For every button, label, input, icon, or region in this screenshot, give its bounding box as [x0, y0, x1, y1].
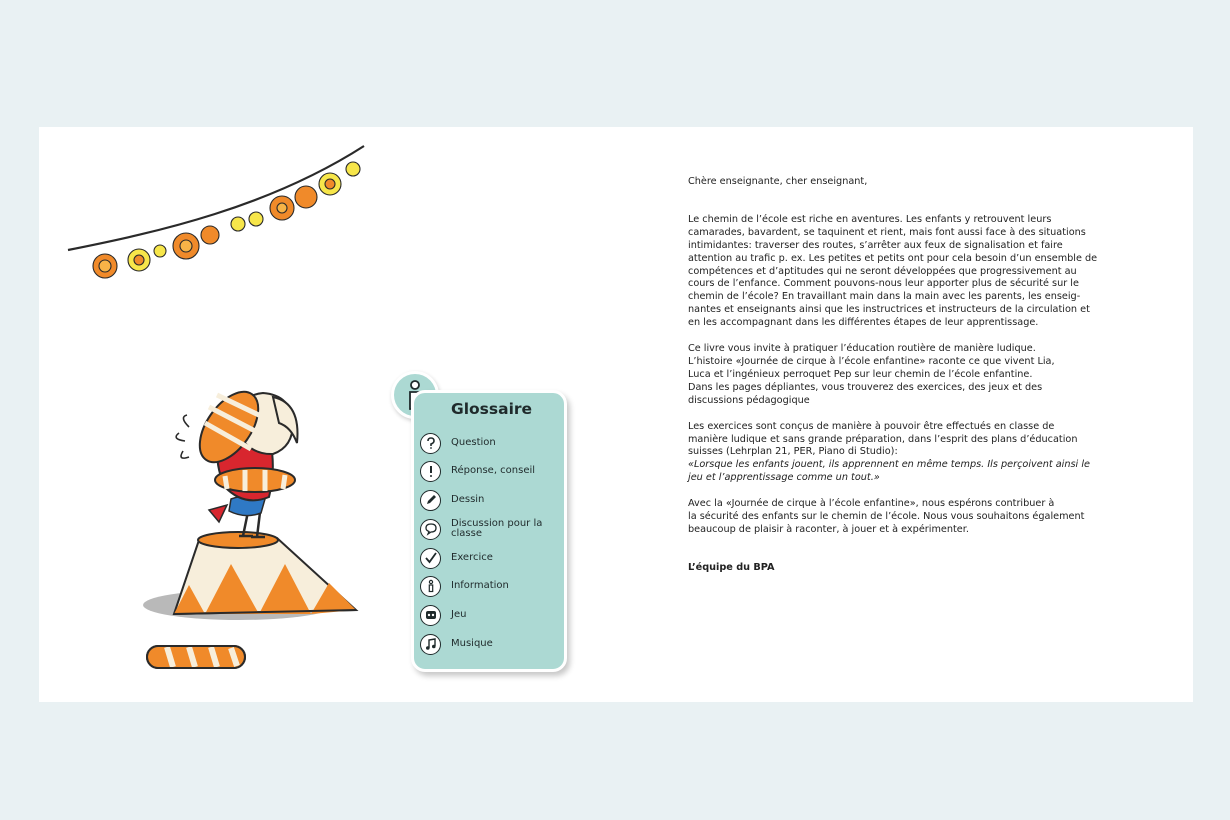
text-line: attention au trafic p. ex. Les petites et petits ont pour cela besoin d’un ensemble de [688, 252, 1098, 264]
circus-pedestal-illustration [143, 532, 356, 620]
glossary-item-label: Information [451, 579, 509, 591]
text-line: manière ludique et sans grande préparation, dans l’esprit des plans d’éducation [688, 433, 1078, 445]
glossary-item-drawing [420, 488, 560, 512]
glossary-item-label: Réponse, conseil [451, 464, 536, 476]
quote-line: jeu et l’apprentissage comme un tout.» [688, 472, 880, 484]
pencil-icon [420, 490, 441, 511]
book-spread [39, 127, 1193, 702]
letter-text [688, 176, 1108, 575]
glossary-item-label: Exercice [451, 551, 493, 563]
letter-paragraph-2 [688, 343, 1108, 408]
glossary-item-question [420, 431, 560, 455]
glossary-item-label: Question [451, 436, 496, 448]
letter-greeting: Chère enseignante, cher enseignant, [688, 176, 868, 187]
glossary-item-music [420, 632, 560, 656]
letter-paragraph-1 [688, 214, 1108, 330]
text-line: compétences et d’aptitudes qui ne seront développées que progressivement au [688, 265, 1077, 277]
text-line: Ce livre vous invite à pratiquer l’éducation routière de manière ludique. [688, 343, 1036, 355]
text-line: Luca et l’ingénieux perroquet Pep sur leur chemin de l’école enfantine. [688, 368, 1033, 380]
text-line: L’histoire «Journée de cirque à l’école enfantine» raconte ce que vivent Lia, [688, 355, 1055, 367]
glossary-item-game [420, 603, 560, 627]
letter-signature: L’équipe du BPA [688, 561, 775, 573]
letter-paragraph-3 [688, 421, 1108, 486]
text-line: camarades, bavardent, se taquinent et rient, mais font aussi face à des situations [688, 226, 1086, 238]
text-line: Dans les pages dépliantes, vous trouverez des exercices, des jeux et des [688, 381, 1043, 393]
info-icon [420, 576, 441, 597]
glossary-item-label: Discussion pour la classe [451, 517, 543, 539]
glossary-card [411, 390, 567, 672]
text-line: Avec la «Journée de cirque à l’école enfantine», nous espérons contribuer à [688, 498, 1055, 510]
glossary-item-discussion [420, 517, 560, 541]
lifebuoy-illustration [147, 646, 245, 668]
lantern-garland-illustration [68, 146, 364, 278]
text-line: nantes et enseignants ainsi que les instructrices et instructeurs de la circulation et [688, 304, 1090, 316]
speech-bubble-icon [420, 519, 441, 540]
letter-paragraph-4 [688, 498, 1108, 537]
glossary-item-label: Dessin [451, 493, 485, 505]
text-line: intimidantes: traverser des routes, s’arrêter aux feux de signalisation et faire [688, 239, 1063, 251]
glossary-item-label: Musique [451, 637, 493, 649]
text-line: discussions pédagogique [688, 394, 810, 406]
text-line: la sécurité des enfants sur le chemin de l’école. Nous vous souhaitons également [688, 511, 1085, 523]
glossary-item-information [420, 574, 560, 598]
glossary-title: Glossaire [451, 400, 533, 418]
glossary-item-answer [420, 459, 560, 483]
glossary-item-label: Jeu [451, 608, 467, 620]
text-line: cours de l’enfance. Comment pouvons-nous leur apporter plus de sécurité sur le [688, 278, 1079, 290]
text-line: en les accompagnant dans les différentes étapes de leur apprentissage. [688, 317, 1039, 329]
text-line: suisses (Lehrplan 21, PER, Piano di Studio): [688, 446, 898, 458]
exclamation-icon [420, 461, 441, 482]
text-line: chemin de l’école? En travaillant main dans la main avec les parents, les enseig- [688, 291, 1081, 303]
parrot-illustration [176, 382, 297, 537]
checkmark-icon [420, 548, 441, 569]
glossary-item-exercise [420, 546, 560, 570]
text-line: Les exercices sont conçus de manière à pouvoir être effectués en classe de [688, 420, 1055, 432]
question-icon [420, 433, 441, 454]
quote-line: «Lorsque les enfants jouent, ils apprennent en même temps. Ils perçoivent ainsi le [688, 459, 1090, 471]
game-icon [420, 605, 441, 626]
text-line: beaucoup de plaisir à raconter, à jouer et à expérimenter. [688, 523, 969, 535]
text-line: Le chemin de l’école est riche en aventures. Les enfants y retrouvent leurs [688, 213, 1052, 225]
music-note-icon [420, 634, 441, 655]
